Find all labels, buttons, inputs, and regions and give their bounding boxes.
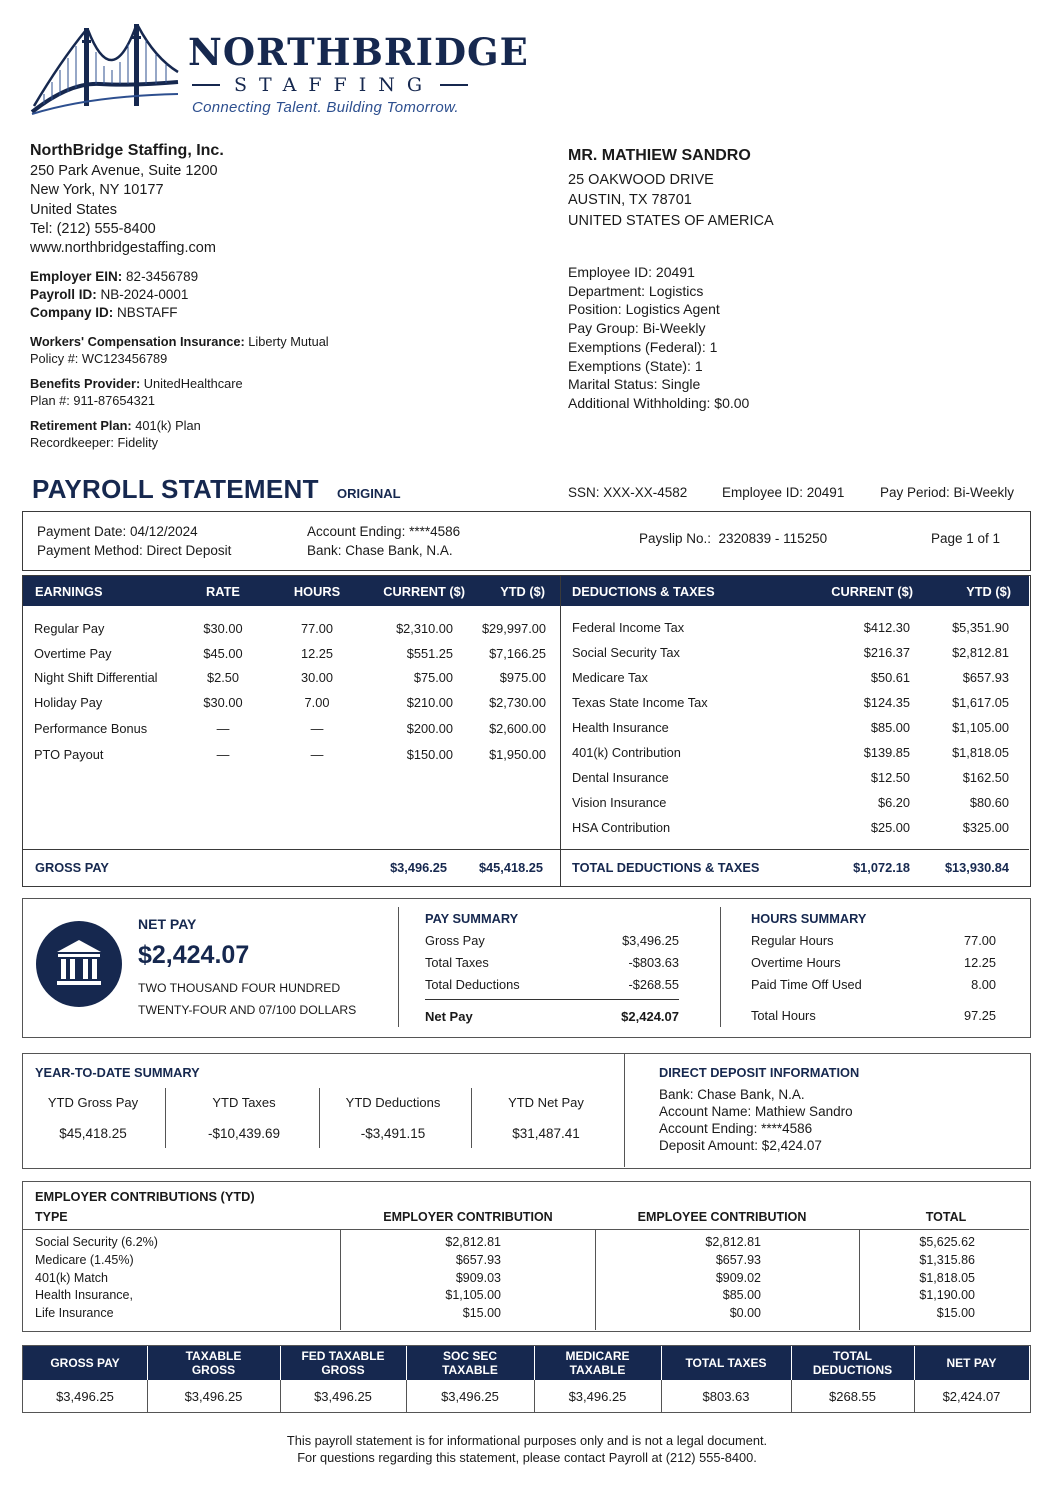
earnings-type: Holiday Pay [34, 695, 103, 710]
contrib-total: $5,625.62 [919, 1235, 975, 1249]
hours-value: 8.00 [971, 977, 996, 992]
earnings-ytd: $2,730.00 [489, 695, 546, 710]
pay-summary-row [425, 955, 679, 973]
gross-pay-label: GROSS PAY [35, 860, 109, 875]
footer-line: For questions regarding this statement, please contact Payroll at (212) 555-8400. [297, 1449, 757, 1465]
employee-details [568, 263, 749, 413]
deduction-current: $124.35 [863, 695, 910, 710]
deduction-row [560, 770, 1030, 788]
totals-header: SOC SEC TAXABLE [442, 1349, 498, 1377]
pay-period: Pay Period: Bi-Weekly [880, 485, 1015, 500]
totals-value: $803.63 [702, 1388, 750, 1404]
contrib-employer: $657.93 [455, 1252, 501, 1267]
deduction-row [560, 670, 1030, 688]
earnings-ytd: $975.00 [499, 670, 546, 685]
earnings-type: Night Shift Differential [34, 670, 158, 685]
company-phone: Tel: (212) 555-8400 [30, 220, 156, 237]
deduction-row [560, 620, 1030, 638]
total-deductions-label: TOTAL DEDUCTIONS & TAXES [572, 860, 760, 875]
deduction-ytd: $80.60 [969, 795, 1009, 810]
ytd-divider [165, 1088, 166, 1148]
logo-subtitle [192, 74, 468, 96]
deposit-bank: Bank: Chase Bank, N.A. [659, 1087, 805, 1102]
contrib-employee: $85.00 [722, 1288, 761, 1303]
contrib-employee: $909.02 [715, 1270, 761, 1285]
rate-header: RATE [206, 584, 240, 599]
totals-table [23, 1346, 1029, 1412]
deduction-ytd: $325.00 [962, 820, 1009, 835]
earnings-rate: $2.50 [206, 670, 240, 685]
net-pay-label: NET PAY [138, 916, 197, 932]
total-deductions-current: $1,072.18 [853, 860, 910, 875]
retirement-value: 401(k) Plan [135, 418, 201, 433]
header-employee-id: Employee ID: 20491 [722, 485, 845, 500]
earnings-row [23, 747, 560, 765]
employee-detail: Exemptions (State): 1 [568, 357, 703, 374]
page-indicator: Page 1 of 1 [931, 531, 1001, 546]
deposit-amount: Deposit Amount: $2,424.07 [659, 1138, 822, 1153]
benefits-label: Benefits Provider: [30, 376, 141, 391]
net-pay-amount: $2,424.07 [138, 941, 250, 969]
contrib-employer-header: EMPLOYER CONTRIBUTION [383, 1210, 553, 1224]
payroll-id-label: Payroll ID: [30, 287, 97, 302]
benefits-value: UnitedHealthcare [143, 376, 243, 391]
payment-method: Payment Method: Direct Deposit [37, 543, 232, 558]
ytd-deposit-box [22, 1053, 1031, 1169]
earnings-current: $210.00 [406, 695, 453, 710]
earnings-hours: — [310, 747, 324, 762]
ytd-item-label: YTD Net Pay [508, 1095, 584, 1110]
gross-pay-ytd: $45,418.25 [478, 860, 543, 875]
logo-name: NORTHBRIDGE [188, 30, 529, 74]
deduction-current: $85.00 [870, 720, 910, 735]
totals-value: $3,496.25 [441, 1388, 499, 1404]
hours-label: Overtime Hours [751, 955, 841, 970]
ytd-header: YTD ($) [500, 584, 545, 599]
deduction-type: HSA Contribution [572, 820, 671, 835]
earnings-row [23, 670, 560, 688]
contrib-type: Life Insurance [35, 1306, 114, 1321]
contrib-employee: $2,812.81 [705, 1235, 761, 1249]
earnings-rate: $30.00 [203, 695, 243, 710]
totals-divider [791, 1380, 792, 1412]
direct-deposit-details [659, 1086, 853, 1154]
earnings-hours: 30.00 [300, 670, 334, 685]
deduction-current: $412.30 [863, 620, 910, 635]
company-name: NorthBridge Staffing, Inc. [30, 142, 224, 159]
totals-value: $3,496.25 [314, 1388, 372, 1404]
hours-summary-row [751, 955, 996, 973]
direct-deposit-title: DIRECT DEPOSIT INFORMATION [659, 1065, 860, 1080]
contrib-employer: $15.00 [462, 1306, 501, 1321]
employer-contrib-title: EMPLOYER CONTRIBUTIONS (YTD) [35, 1189, 255, 1204]
net-pay-box [22, 898, 1031, 1038]
deductions-current-header: CURRENT ($) [831, 584, 913, 599]
pay-summary-value: -$803.63 [628, 955, 679, 970]
earnings-rate: $30.00 [203, 621, 243, 636]
gross-pay-current: $3,496.25 [390, 860, 447, 875]
hours-label: Regular Hours [751, 933, 834, 948]
pay-summary-net-label: Net Pay [425, 1009, 473, 1024]
contrib-employer: $2,812.81 [445, 1235, 501, 1249]
ssn: SSN: XXX-XX-4582 [568, 485, 688, 500]
logo-subtitle-text: STAFFING [233, 74, 435, 96]
company-country: United States [30, 201, 118, 218]
retirement-label: Retirement Plan: [30, 418, 132, 433]
ein-value: 82-3456789 [126, 269, 199, 284]
earnings-ytd: $1,950.00 [489, 747, 546, 762]
totals-header-divider [791, 1346, 792, 1380]
totals-divider [914, 1380, 915, 1412]
employee-detail: Employee ID: 20491 [568, 264, 695, 280]
earnings-current: $200.00 [406, 721, 453, 736]
contrib-total-header: TOTAL [925, 1210, 967, 1224]
hours-value: 12.25 [963, 955, 996, 970]
pay-summary-label: Gross Pay [425, 933, 485, 948]
deductions-header: DEDUCTIONS & TAXES [572, 584, 715, 599]
employee-country: UNITED STATES OF AMERICA [568, 212, 774, 229]
contrib-total: $1,315.86 [919, 1252, 975, 1267]
totals-header-divider [406, 1346, 407, 1380]
contrib-employee: $0.00 [729, 1306, 761, 1321]
contrib-type: 401(k) Match [35, 1270, 108, 1285]
contrib-employee-header: EMPLOYEE CONTRIBUTION [637, 1210, 807, 1224]
net-pay-words: TWENTY-FOUR AND 07/100 DOLLARS [138, 1003, 357, 1017]
contrib-employer: $1,105.00 [445, 1288, 501, 1303]
company-address-block [30, 141, 224, 258]
bridge-logo-icon [30, 22, 180, 121]
contrib-type-header: TYPE [35, 1210, 68, 1224]
ytd-item-value: -$10,439.69 [207, 1126, 281, 1141]
deduction-row [560, 795, 1030, 813]
bank-name: Bank: Chase Bank, N.A. [307, 543, 453, 558]
employer-contributions-box [22, 1181, 1031, 1332]
employee-detail: Pay Group: Bi-Weekly [568, 320, 706, 337]
deduction-ytd: $1,617.05 [952, 695, 1009, 710]
deduction-row [560, 645, 1030, 663]
deduction-row [560, 820, 1030, 838]
ytd-item-value: -$3,491.15 [360, 1126, 426, 1141]
deduction-row [560, 745, 1030, 763]
deduction-current: $12.50 [870, 770, 910, 785]
company-ids-block [30, 268, 198, 322]
deduction-type: 401(k) Contribution [572, 745, 681, 760]
totals-divider [661, 1380, 662, 1412]
contrib-type: Health Insurance, [35, 1288, 133, 1303]
benefits-block [30, 376, 243, 409]
ytd-summary-title: YEAR-TO-DATE SUMMARY [35, 1065, 200, 1080]
workers-comp-block [30, 334, 329, 367]
ytd-item [171, 1088, 317, 1152]
contrib-employee: $657.93 [715, 1252, 761, 1267]
earnings-type: Performance Bonus [34, 721, 148, 736]
employee-detail: Exemptions (Federal): 1 [568, 338, 718, 355]
company-website: www.northbridgestaffing.com [30, 240, 216, 257]
contrib-row [23, 1271, 1029, 1288]
payslip-number: 2320839 - 115250 [718, 531, 828, 546]
contrib-total: $15.00 [936, 1306, 975, 1321]
earnings-rate: $45.00 [203, 645, 243, 661]
totals-divider [147, 1380, 148, 1412]
deduction-current: $50.61 [870, 670, 910, 685]
earnings-ytd: $2,600.00 [489, 721, 546, 736]
totals-header: TOTAL DEDUCTIONS [812, 1349, 893, 1377]
totals-header: TAXABLE GROSS [185, 1349, 242, 1377]
bank-building-icon [36, 921, 122, 1007]
deduction-ytd: $1,818.05 [952, 745, 1009, 760]
company-id-value: NBSTAFF [117, 305, 178, 320]
totals-header-divider [280, 1346, 281, 1380]
contrib-total: $1,818.05 [919, 1270, 975, 1285]
earnings-hours: 77.00 [300, 621, 334, 636]
net-pay-words: TWO THOUSAND FOUR HUNDRED [138, 981, 341, 995]
totals-divider [534, 1380, 535, 1412]
employee-name: MR. MATHIEW SANDRO [568, 147, 751, 164]
deduction-ytd: $5,351.90 [952, 620, 1009, 635]
contrib-total: $1,190.00 [919, 1288, 975, 1303]
earnings-type: PTO Payout [34, 747, 104, 762]
totals-value: $2,424.07 [942, 1388, 1001, 1404]
deduction-type: Federal Income Tax [572, 620, 685, 635]
hours-value: 77.00 [963, 933, 996, 948]
ein-label: Employer EIN: [30, 269, 123, 284]
earnings-hours: 12.25 [300, 645, 334, 661]
earnings-hours: 7.00 [304, 695, 330, 710]
totals-header: TOTAL TAXES [685, 1356, 767, 1370]
deduction-type: Dental Insurance [572, 770, 669, 785]
retirement-block [30, 418, 201, 451]
deduction-current: $216.37 [863, 645, 910, 660]
deduction-ytd: $162.50 [962, 770, 1009, 785]
earnings-current: $2,310.00 [396, 621, 453, 636]
hours-summary-row [751, 933, 996, 951]
deduction-ytd: $2,812.81 [952, 645, 1009, 660]
pay-summary-value: -$268.55 [628, 977, 679, 992]
contrib-employer: $909.03 [455, 1270, 501, 1285]
totals-divider [280, 1380, 281, 1412]
hours-label: Paid Time Off Used [751, 977, 862, 992]
total-hours-value: 97.25 [963, 1008, 996, 1023]
workers-comp-value: Liberty Mutual [248, 334, 329, 349]
totals-header-divider [534, 1346, 535, 1380]
earnings-ytd: $7,166.25 [489, 645, 546, 661]
ytd-divider [471, 1088, 472, 1148]
ytd-item [23, 1088, 163, 1152]
contrib-type: Social Security (6.2%) [35, 1235, 158, 1249]
earnings-row [23, 695, 560, 713]
deduction-row [560, 695, 1030, 713]
footer-disclaimer [0, 1433, 1054, 1466]
contrib-row [23, 1306, 1029, 1323]
pay-summary-net-value: $2,424.07 [621, 1009, 679, 1024]
earnings-type: Regular Pay [34, 621, 105, 636]
pay-summary-row [425, 977, 679, 995]
earnings-rate: — [216, 747, 230, 762]
hours-header: HOURS [293, 584, 341, 599]
deduction-type: Social Security Tax [572, 645, 680, 660]
employee-detail: Position: Logistics Agent [568, 301, 720, 318]
company-address-line: 250 Park Avenue, Suite 1200 [30, 163, 218, 180]
hours-summary-title: HOURS SUMMARY [751, 911, 867, 926]
totals-header-divider [661, 1346, 662, 1380]
earnings-rate: — [216, 721, 230, 736]
earnings-current: $551.25 [406, 645, 453, 661]
pay-summary-label: Total Taxes [425, 955, 489, 970]
ytd-item-label: YTD Taxes [212, 1095, 276, 1110]
hours-summary-row [751, 977, 996, 995]
company-id-label: Company ID: [30, 305, 114, 320]
contrib-type: Medicare (1.45%) [35, 1252, 134, 1267]
totals-header-divider [147, 1346, 148, 1380]
ytd-item-value: $31,487.41 [512, 1126, 580, 1141]
employee-detail: Additional Withholding: $0.00 [568, 394, 750, 411]
totals-value: $3,496.25 [568, 1388, 627, 1404]
totals-header: NET PAY [946, 1356, 997, 1370]
deposit-account-ending: Account Ending: ****4586 [659, 1121, 813, 1136]
employee-address-block [568, 146, 774, 231]
earnings-current: $150.00 [406, 747, 453, 762]
account-ending: Account Ending: ****4586 [307, 524, 461, 539]
earnings-ytd: $29,997.00 [481, 621, 546, 636]
contrib-row [23, 1288, 1029, 1305]
totals-header: MEDICARE TAXABLE [565, 1349, 630, 1377]
company-address-line: New York, NY 10177 [30, 182, 164, 199]
deduction-type: Texas State Income Tax [572, 695, 708, 710]
deduction-ytd: $1,105.00 [952, 720, 1009, 735]
deductions-ytd-header: YTD ($) [966, 584, 1011, 599]
total-deductions-ytd: $13,930.84 [944, 860, 1009, 875]
earnings-row [23, 646, 560, 664]
earnings-deductions-box [22, 575, 1031, 887]
earnings-type: Overtime Pay [34, 645, 112, 661]
deduction-row [560, 720, 1030, 738]
totals-value: $268.55 [829, 1388, 876, 1404]
pay-summary-row [425, 933, 679, 951]
totals-header: FED TAXABLE GROSS [301, 1349, 385, 1377]
totals-summary-box [22, 1345, 1031, 1413]
ytd-item-value: $45,418.25 [59, 1126, 127, 1141]
logo-tagline: Connecting Talent. Building Tomorrow. [192, 99, 459, 116]
employee-detail: Marital Status: Single [568, 376, 701, 393]
pay-summary-title: PAY SUMMARY [425, 911, 519, 926]
deduction-current: $25.00 [870, 820, 910, 835]
employee-address-line: AUSTIN, TX 78701 [568, 192, 692, 208]
earnings-row [23, 621, 560, 639]
workers-comp-label: Workers' Compensation Insurance: [30, 334, 245, 349]
footer-line: This payroll statement is for informational purposes only and is not a legal document. [286, 1433, 768, 1448]
ytd-item-label: YTD Gross Pay [47, 1095, 139, 1110]
deduction-type: Vision Insurance [572, 795, 667, 810]
earnings-current: $75.00 [413, 670, 453, 685]
benefits-plan: Plan #: 911-87654321 [30, 392, 155, 408]
current-header: CURRENT ($) [383, 584, 465, 599]
employee-address-line: 25 OAKWOOD DRIVE [568, 171, 714, 188]
employee-detail: Department: Logistics [568, 282, 704, 299]
deduction-type: Medicare Tax [572, 670, 648, 685]
payslip-label: Payslip No.: [639, 531, 712, 546]
deduction-current: $6.20 [877, 795, 910, 810]
totals-header-divider [914, 1346, 915, 1380]
ytd-item [477, 1088, 615, 1152]
deposit-account-name: Account Name: Mathiew Sandro [659, 1104, 853, 1119]
payment-date: Payment Date: 04/12/2024 [37, 524, 198, 539]
ytd-summary-items [23, 1088, 623, 1152]
totals-header: GROSS PAY [50, 1356, 120, 1370]
totals-value: $3,496.25 [184, 1388, 243, 1404]
earnings-header: EARNINGS [35, 584, 103, 599]
deduction-current: $139.85 [863, 745, 910, 760]
deduction-type: Health Insurance [572, 720, 669, 735]
total-hours-label: Total Hours [751, 1008, 816, 1023]
pay-summary-value: $3,496.25 [622, 933, 679, 948]
ytd-item [317, 1088, 469, 1152]
earnings-hours: — [310, 721, 324, 736]
contrib-row [23, 1235, 1029, 1252]
deduction-ytd: $657.93 [962, 670, 1009, 685]
ytd-item-label: YTD Deductions [345, 1095, 441, 1110]
workers-comp-policy: Policy #: WC123456789 [30, 350, 168, 366]
totals-value: $3,496.25 [56, 1388, 114, 1404]
payroll-id-value: NB-2024-0001 [100, 287, 189, 302]
earnings-row [23, 721, 560, 739]
statement-copy-badge: ORIGINAL [337, 486, 401, 501]
page-title: PAYROLL STATEMENT [32, 474, 319, 504]
pay-summary-label: Total Deductions [425, 977, 520, 992]
payment-info-box [22, 511, 1031, 571]
contrib-row [23, 1253, 1029, 1270]
recordkeeper: Recordkeeper: Fidelity [30, 434, 159, 450]
totals-divider [406, 1380, 407, 1412]
